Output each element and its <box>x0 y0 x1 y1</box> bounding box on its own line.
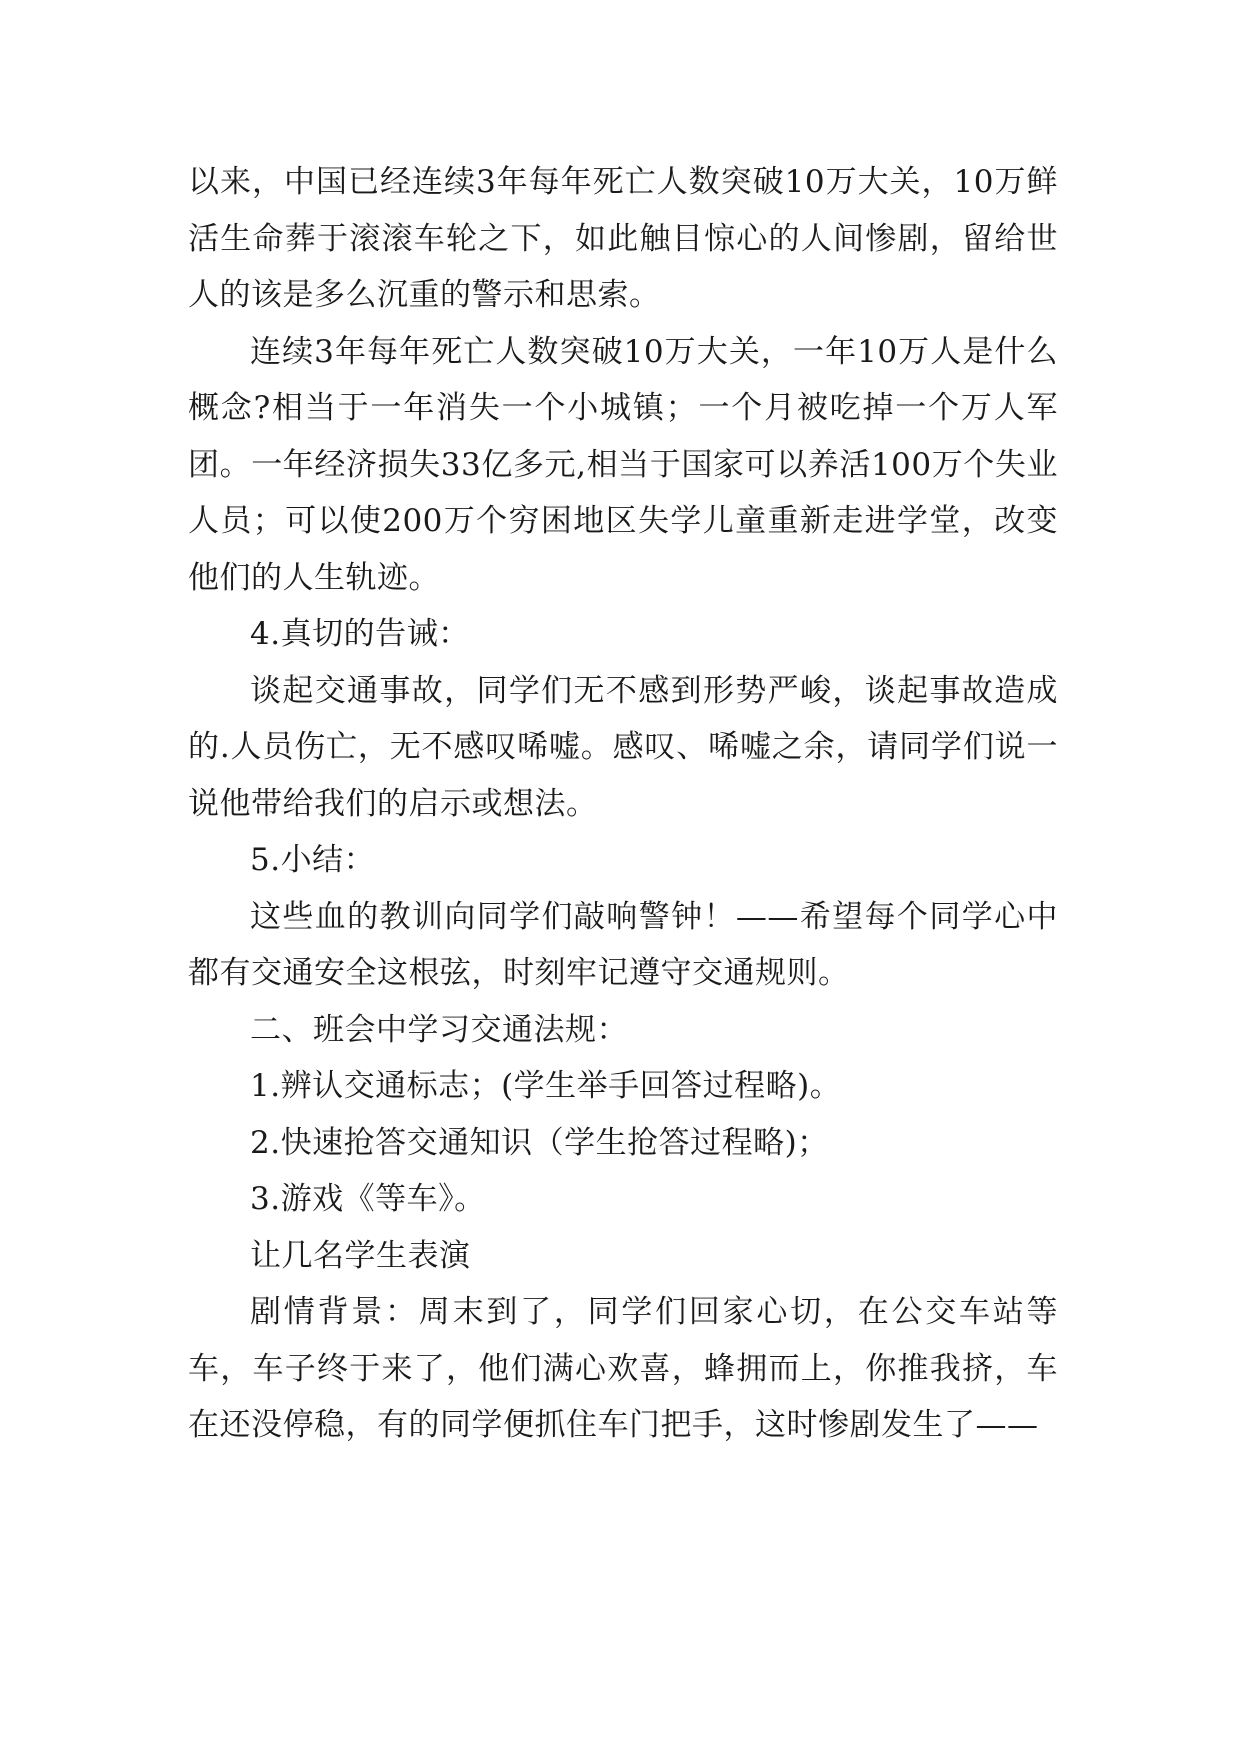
list-item-game: 3.游戏《等车》。 <box>250 1181 486 1217</box>
list-item-traffic-signs: 1.辨认交通标志；(学生举手回答过程略)。 <box>250 1068 842 1104</box>
list-item-quick-quiz: 2.快速抢答交通知识（学生抢答过程略)； <box>250 1124 829 1161</box>
paragraph-statistics-intro: 以来，中国已经连续3年每年死亡人数突破10万大关，10万鲜活生命葬于滚滚车轮之下，如此触目惊心的人间惨剧，留给世人的该是多么沉重的警示和思索。 <box>188 164 1058 313</box>
paragraph-performance: 让几名学生表演 <box>250 1237 471 1274</box>
paragraph-statistics-meaning: 连续3年每年死亡人数突破10万大关，一年10万人是什么概念?相当于一年消失一个小城镇；一个月被吃掉一个万人军团。一年经济损失33亿多元,相当于国家可以养活100万个失业人员；可以使200万个穷困地区失学儿童重新走进学堂，改变他们的人生轨迹。 <box>188 333 1058 596</box>
heading-summary: 5.小结： <box>250 842 376 878</box>
paragraph-plot-background: 剧情背景：周末到了，同学们回家心切，在公交车站等车，车子终于来了，他们满心欢喜，蜂拥而上，你推我挤，车在还没停稳，有的同学便抓住车门把手，这时惨剧发生了—— <box>188 1294 1058 1443</box>
heading-warning: 4.真切的告诫： <box>250 616 470 652</box>
paragraph-warning: 谈起交通事故，同学们无不感到形势严峻，谈起事故造成的.人员伤亡，无不感叹唏嘘。感叹、唏嘘之余，请同学们说一说他带给我们的启示或想法。 <box>188 672 1058 822</box>
document-body <box>188 154 1058 1454</box>
paragraph-summary: 这些血的教训向同学们敲响警钟！——希望每个同学心中都有交通安全这根弦，时刻牢记遵守交通规则。 <box>188 898 1058 991</box>
heading-section-two: 二、班会中学习交通法规： <box>250 1011 628 1048</box>
